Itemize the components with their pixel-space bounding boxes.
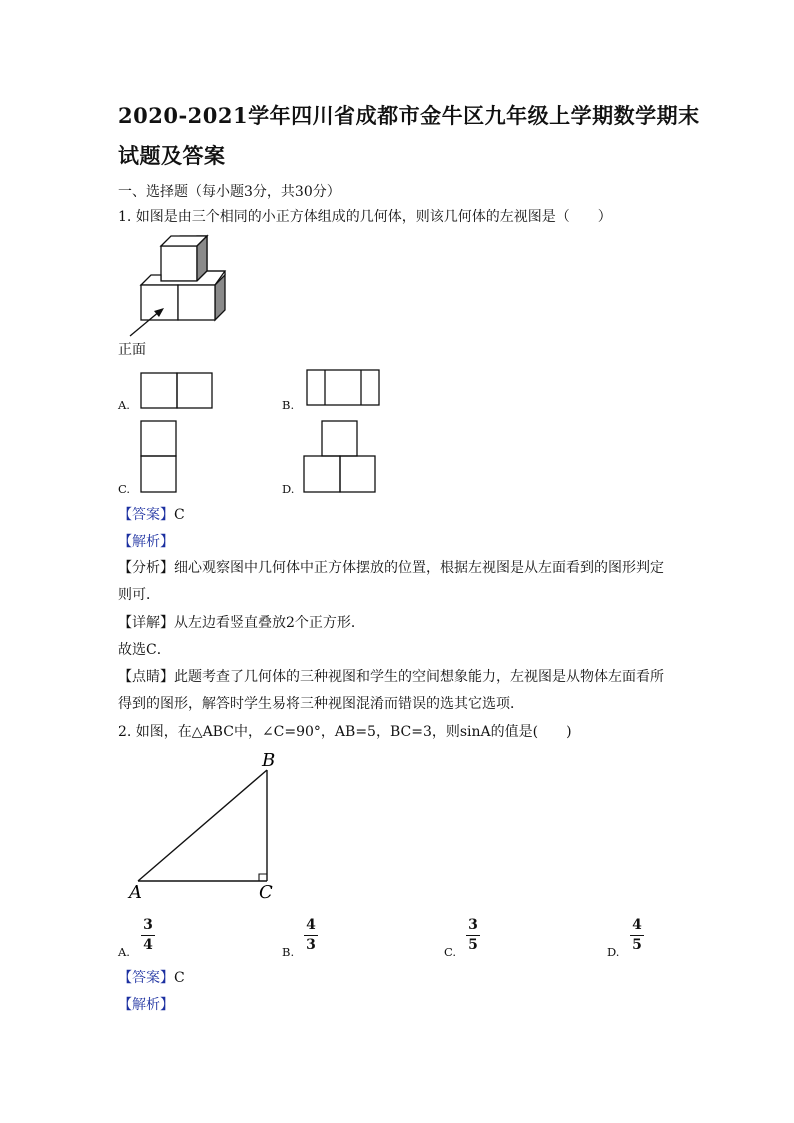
- q2-question: 2. 如图，在△ABC中，∠C=90°，AB=5，BC=3，则sinA的值是( ): [118, 724, 572, 740]
- q1-comment-line1: 【点睛】此题考查了几何体的三种视图和学生的空间想象能力，左视图是从物体左面看所: [118, 669, 664, 685]
- q2-option-b-fraction: 4 3: [304, 917, 318, 954]
- q1-analysis-tag: 【解析】: [118, 534, 174, 550]
- q1-comment-tag: 【点睛】: [118, 669, 174, 685]
- q2-option-b-letter: B.: [282, 945, 295, 959]
- q1-option-d-figure: [303, 420, 377, 494]
- section-heading: 一、选择题（每小题3分，共30分）: [118, 184, 341, 200]
- q1-solid-figure: [118, 232, 238, 342]
- q1-answer: C: [174, 507, 185, 523]
- q2-answer: C: [174, 970, 185, 986]
- q2-option-a-letter: A.: [118, 945, 130, 959]
- q2-analysis-tag: 【解析】: [118, 997, 174, 1013]
- q1-option-b-figure: [306, 369, 380, 407]
- q1-detail-tag: 【详解】: [118, 615, 174, 631]
- q1-option-c-letter: C.: [118, 482, 131, 496]
- top-cube-front: [161, 246, 197, 281]
- vertex-a-label: A: [129, 882, 142, 903]
- side-ab: [138, 770, 267, 881]
- vertex-c-label: C: [259, 882, 273, 903]
- q1-question: 1. 如图是由三个相同的小正方体组成的几何体，则该几何体的左视图是（ ）: [118, 209, 612, 225]
- q1-fenxi-line2: 则可．: [118, 587, 160, 603]
- q1-answer-line: [118, 504, 185, 524]
- q2-option-a-fraction: 3 4: [141, 917, 155, 954]
- q2-answer-line: [118, 967, 185, 987]
- q2-option-c-fraction: 3 5: [466, 917, 480, 954]
- q1-detail-line: 【详解】从左边看竖直叠放2个正方形．: [118, 615, 365, 631]
- q1-fenxi-line1: 【分析】细心观察图中几何体中正方体摆放的位置，根据左视图是从左面看到的图形判定: [118, 560, 664, 576]
- q1-option-a-letter: A.: [118, 398, 130, 412]
- q1-option-b-letter: B.: [282, 398, 295, 412]
- q2-answer-tag: 【答案】: [118, 970, 174, 986]
- vertex-b-label: B: [262, 750, 276, 771]
- q1-fenxi-tag: 【分析】: [118, 560, 174, 576]
- q1-option-c-figure: [140, 420, 178, 494]
- q1-option-d-letter: D.: [282, 482, 295, 496]
- right-angle-mark: [259, 874, 267, 881]
- q2-option-c-letter: C.: [444, 945, 457, 959]
- q1-answer-tag: 【答案】: [118, 507, 174, 523]
- q2-triangle-figure: [125, 748, 285, 908]
- q1-option-a-figure: [140, 372, 214, 410]
- doc-title-line1: 2020-2021学年四川省成都市金牛区九年级上学期数学期末: [118, 103, 700, 128]
- q1-comment-line2: 得到的图形，解答时学生易将三种视图混淆而错误的选其它选项．: [118, 696, 524, 712]
- front-view-label: 正面: [118, 342, 146, 358]
- bottom-right-cube-front: [178, 285, 215, 320]
- q1-choose: 故选C．: [118, 642, 171, 658]
- q2-option-d-fraction: 4 5: [630, 917, 644, 954]
- doc-title-line2: 试题及答案: [118, 143, 226, 168]
- q2-option-d-letter: D.: [607, 945, 620, 959]
